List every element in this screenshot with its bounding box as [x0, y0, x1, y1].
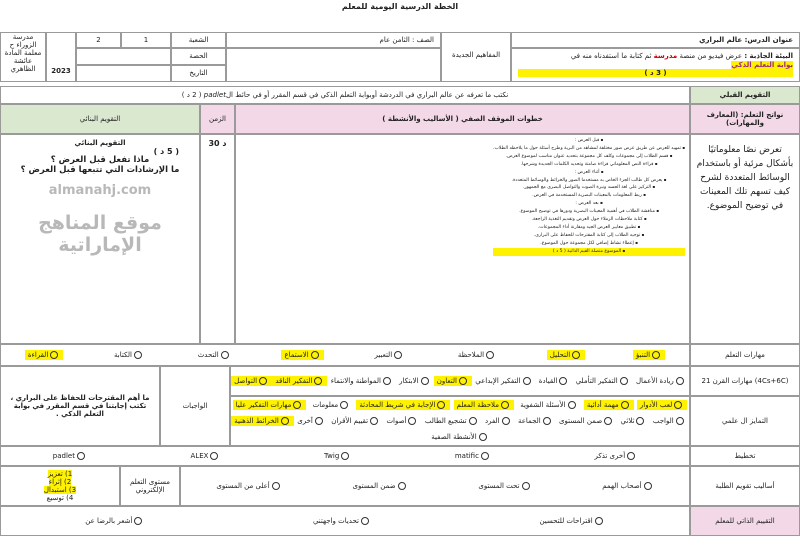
skills-row: [0, 344, 690, 366]
checkbox-icon[interactable]: [341, 452, 349, 460]
step-item: ▪ التركيز على لغة الجسد ونبرة الصوت والتواصل البصري مع الجمهور.: [493, 184, 685, 192]
step-item: ▪ يعرض كل طالب الجزء الخاص به مستخدما الصور والخرائط والوسائط المتعددة.: [493, 177, 685, 185]
page-title: الخطة الدرسية اليومية للمعلم: [341, 2, 459, 11]
checkbox-icon[interactable]: [311, 351, 319, 359]
prep-platform: مدرسة: [653, 52, 678, 60]
diff-item: الإجابة في شريط المحادثة: [356, 400, 450, 410]
checkbox-icon[interactable]: [501, 401, 509, 409]
checkbox-icon[interactable]: [676, 377, 684, 385]
c21-item: الابتكار: [396, 376, 433, 386]
checkbox-icon[interactable]: [259, 377, 267, 385]
col-steps: خطوات الموقف الصفي ( الأساليب والأنشطة ): [235, 104, 690, 134]
step-item: ▪ إعطاء نشاط إضافي لكل مجموعة حول الموضوع.: [493, 240, 685, 248]
tasks-question: ما أهم المقترحات للحفاظ على البراري ، تكتب إجابتنا في قسم المقرر في بوابة التعلم الذكي .: [0, 366, 160, 446]
level-item: تحت المستوى: [475, 481, 534, 491]
prep-text: عرض فيديو من منصة: [679, 52, 743, 60]
checkbox-icon[interactable]: [676, 417, 684, 425]
assessment-label: التقويم البنائي: [74, 139, 126, 147]
checkbox-icon[interactable]: [674, 401, 682, 409]
date-label: التاريخ: [171, 65, 226, 82]
diff-item: الجماعة: [515, 416, 556, 426]
checkbox-icon[interactable]: [134, 351, 142, 359]
step-item: ▪ توجيه الطلاب إلى كتابة المقترحات للحفاظ على البراري.: [493, 232, 685, 240]
checkbox-icon[interactable]: [522, 482, 530, 490]
year-cell: 2023: [46, 32, 76, 82]
eval-item: 2) إثراء: [48, 477, 72, 486]
self-item: أشعر بالرضا عن: [82, 516, 147, 526]
c21-item: التفكير الإبداعي: [472, 376, 535, 386]
c21-item: التواصل: [231, 376, 272, 386]
self-row: [0, 506, 690, 536]
c21-item: ريادة الأعمال: [633, 376, 689, 386]
checkbox-icon[interactable]: [293, 401, 301, 409]
warmup-time: ( 2 د ): [181, 90, 202, 99]
school-info: [0, 32, 46, 82]
diff-item: معلومات: [310, 400, 354, 410]
skill-item: الكتابة: [111, 350, 147, 360]
checkbox-icon[interactable]: [486, 351, 494, 359]
diff-item: الواجب: [650, 416, 689, 426]
outcomes-text: تعرض نصًا معلوماتيًا بأشكال مرئية أو باستخدام الوسائط المتعددة لشرح كيف تسهم تلك المعينات في توضيح الموضوع.: [690, 134, 800, 344]
diff-item: مهارات التفكير عليا: [233, 400, 307, 410]
section-label: الشعبة: [171, 32, 226, 48]
diff-item: آخرى: [294, 416, 328, 426]
step-item: ▪ أثناء العرض :: [493, 169, 685, 177]
checkbox-icon[interactable]: [604, 417, 612, 425]
checkbox-icon[interactable]: [652, 351, 660, 359]
prep-board: بوابة التعلم الذكي: [731, 60, 793, 69]
section-2: 2: [76, 32, 121, 48]
prep-label: البيئة الجاذبة :: [744, 52, 793, 60]
diff-item: الفرد: [482, 416, 515, 426]
eval-item: 4) توسيع: [46, 494, 74, 503]
diff-item: ثلاثي: [618, 416, 650, 426]
level-item: أصحاب الهمم: [599, 481, 656, 491]
checkbox-icon[interactable]: [595, 517, 603, 525]
self-item: اقتراحات للتحسين: [536, 516, 607, 526]
c21-item: القيادة: [536, 376, 573, 386]
checkbox-icon[interactable]: [644, 482, 652, 490]
skill-item: الاستماع: [281, 350, 323, 360]
levels-row: [180, 466, 690, 506]
period-value: [76, 48, 171, 65]
tools-row: [0, 446, 690, 466]
grade-cell: الصف : الثامن عام: [226, 32, 441, 48]
date-value: [76, 65, 171, 82]
checkbox-icon[interactable]: [281, 417, 289, 425]
watermark-brand: موقع المناهج الإماراتية: [38, 211, 162, 256]
skill-item: التنبؤ: [633, 350, 665, 360]
diff-item: مهمة أدائية: [584, 400, 634, 410]
checkbox-icon[interactable]: [210, 452, 218, 460]
warmup-body: نكتب ما تعرفه عن عالم البراري في الدردشة أوبوابة التعلم الذكي في قسم المقرر أو في حائط ال: [225, 90, 509, 99]
level-item: ضمن المستوى: [349, 481, 410, 491]
skill-item: التحليل: [547, 350, 585, 360]
diff-item: الأنشطة الصفية: [428, 432, 491, 442]
skill-item: القراءة: [25, 350, 63, 360]
warmup-padlet: padlet: [203, 90, 226, 99]
diff-item: أصوات: [383, 416, 421, 426]
c21-item: التفكير التأملي: [573, 376, 633, 386]
steps-list: [489, 135, 689, 258]
self-item: تحديات واجهتني: [310, 516, 374, 526]
lesson-title: عنوان الدرس: عالم البراري: [511, 32, 800, 48]
checkbox-icon[interactable]: [459, 377, 467, 385]
c21-item: التعاون: [434, 376, 472, 386]
assessment-time: ( 5 د ): [153, 147, 179, 157]
checkbox-icon[interactable]: [340, 401, 348, 409]
level-item: أعلى من المستوى: [213, 481, 284, 491]
grade-body: [226, 48, 441, 82]
checkbox-icon[interactable]: [481, 452, 489, 460]
checkbox-icon[interactable]: [523, 377, 531, 385]
diff-item: الأسئلة الشفوية: [517, 400, 580, 410]
skills-label: مهارات التعلم: [690, 344, 800, 366]
diff-item: ملاحظة المعلم: [454, 400, 514, 410]
assessment-cell: [0, 134, 200, 344]
diff-item: لعب الأدوار: [637, 400, 687, 410]
c21-item: التفكير الناقد: [272, 376, 327, 386]
diff-item: صمن المستوى: [556, 416, 617, 426]
eval-label: أساليب تقويم الطلبة: [690, 466, 800, 506]
eval-items: [0, 466, 120, 506]
checkbox-icon[interactable]: [502, 417, 510, 425]
time-value: 30 د: [200, 134, 235, 344]
checkbox-icon[interactable]: [479, 433, 487, 441]
checkbox-icon[interactable]: [437, 401, 445, 409]
step-item: ▪ تطبيق معايير العرض الجيد ومقارنة أداء المجموعات.: [493, 224, 685, 232]
step-item: ▪ ربط المعلومات بالمعينات البصرية المستخدمة في العرض.: [493, 192, 685, 200]
checkbox-icon[interactable]: [315, 417, 323, 425]
assessment-q1: ماذا تفعل قبل العرض ؟: [50, 155, 150, 166]
steps-cell: [235, 134, 690, 344]
tool-item: padlet: [50, 451, 90, 461]
assessment-q2: ما الإرشادات التي تتبعها قبل العرض ؟: [20, 165, 180, 175]
checkbox-icon[interactable]: [627, 452, 635, 460]
checkbox-icon[interactable]: [572, 351, 580, 359]
warmup-label: التقويم القبلي: [690, 86, 800, 104]
step-item: ▪ تمهيد للعرض عن طريق عرض صور مختلفة لمشاهد من البرية وطرح أسئلة حول ما يلاحظه الطلاب.: [493, 145, 685, 153]
tool-item: ALEX: [188, 451, 224, 461]
checkbox-icon[interactable]: [370, 417, 378, 425]
col-assessment: التقويم البنائي: [0, 104, 200, 134]
diff-item: تقييم الأقران: [328, 416, 383, 426]
eval-item: 1) تعزيز: [47, 469, 73, 478]
tool-item: Twig: [321, 451, 354, 461]
checkbox-icon[interactable]: [272, 482, 280, 490]
diff-planning-label: تخطيط: [690, 446, 800, 466]
step-item: ▪ مناقشة الطلاب في أهمية المعينات البصرية ودورها في توضيح الموضوع.: [493, 208, 685, 216]
eval-item: 3) استبدال: [43, 486, 77, 494]
warmup-text: [0, 86, 690, 104]
tools-label: مستوى التعلم الإلكتروني: [120, 466, 180, 506]
checkbox-icon[interactable]: [314, 377, 322, 385]
checkbox-icon[interactable]: [568, 401, 576, 409]
c21-row: [230, 366, 690, 396]
new-concepts-label: المفاهيم الجديدة: [441, 32, 511, 82]
diff-item: الخرائط الذهنية: [231, 416, 294, 426]
diff-item: تشجيع الطالب: [422, 416, 482, 426]
checkbox-icon[interactable]: [421, 377, 429, 385]
step-item: ▪ كتابة ملاحظات الزملاء حول العرض وتقديم التغذية الراجعة.: [493, 216, 685, 224]
self-label: التقييم الذاتي للمعلم: [690, 506, 800, 536]
section-1: 1: [121, 32, 171, 48]
school-label: مدرسة: [12, 33, 34, 41]
diff-row: [230, 396, 690, 446]
tool-item: أخرى تذكر: [592, 451, 641, 461]
checkbox-icon[interactable]: [394, 351, 402, 359]
step-item: ▪ بعد العرض :: [493, 200, 685, 208]
prep-cell: [511, 48, 800, 82]
skill-item: التحدث: [195, 350, 234, 360]
checkbox-icon[interactable]: [408, 417, 416, 425]
checkbox-icon[interactable]: [559, 377, 567, 385]
checkbox-icon[interactable]: [469, 417, 477, 425]
col-outcomes: نواتج التعلم: (المعارف والمهارات): [690, 104, 800, 134]
watermark-site: almanahj.com: [48, 182, 152, 198]
tasks-label: الواجبات: [160, 366, 230, 446]
checkbox-icon[interactable]: [77, 452, 85, 460]
teacher-value: عائشة الظاهري: [10, 57, 36, 74]
checkbox-icon[interactable]: [383, 377, 391, 385]
checkbox-icon[interactable]: [50, 351, 58, 359]
checkbox-icon[interactable]: [621, 401, 629, 409]
checkbox-icon[interactable]: [221, 351, 229, 359]
prep-text2: ثم كتابة ما استفدناه منه في: [570, 52, 652, 60]
checkbox-icon[interactable]: [361, 517, 369, 525]
skill-item: الملاحظة: [455, 350, 499, 360]
teacher-label: معلمة المادة: [4, 49, 42, 58]
period-label: الحصة: [171, 48, 226, 65]
step-item: ▪ الموضوع متصلة القيم الذاتية ( 5 د ): [493, 248, 685, 256]
step-item: ▪ قراءة النص المعلوماتي قراءة صامتة وتحديد الكلمات الجديدة وشرحها.: [493, 161, 685, 169]
checkbox-icon[interactable]: [398, 482, 406, 490]
skill-item: التعبير: [371, 350, 407, 360]
col-time: الزمن: [200, 104, 235, 134]
checkbox-icon[interactable]: [636, 417, 644, 425]
checkbox-icon[interactable]: [543, 417, 551, 425]
tool-item: matific: [452, 451, 494, 461]
checkbox-icon[interactable]: [620, 377, 628, 385]
c21-label: مهارات القرن 21 (4Cs+6C): [690, 366, 800, 396]
c21-item: المواطنة والانتماء: [328, 376, 396, 386]
step-item: ▪ قسم الطلاب إلى مجموعات وكلف كل مجموعة بتحديد عنوان مناسب لموضوع العرض.: [493, 153, 685, 161]
checkbox-icon[interactable]: [134, 517, 142, 525]
step-item: ▪ قبل العرض :: [493, 137, 685, 145]
school-value: الزوراء ح: [9, 41, 37, 50]
prep-time: ( 3 د ): [518, 69, 793, 77]
diff-label: التمايز ال علمي: [690, 396, 800, 446]
